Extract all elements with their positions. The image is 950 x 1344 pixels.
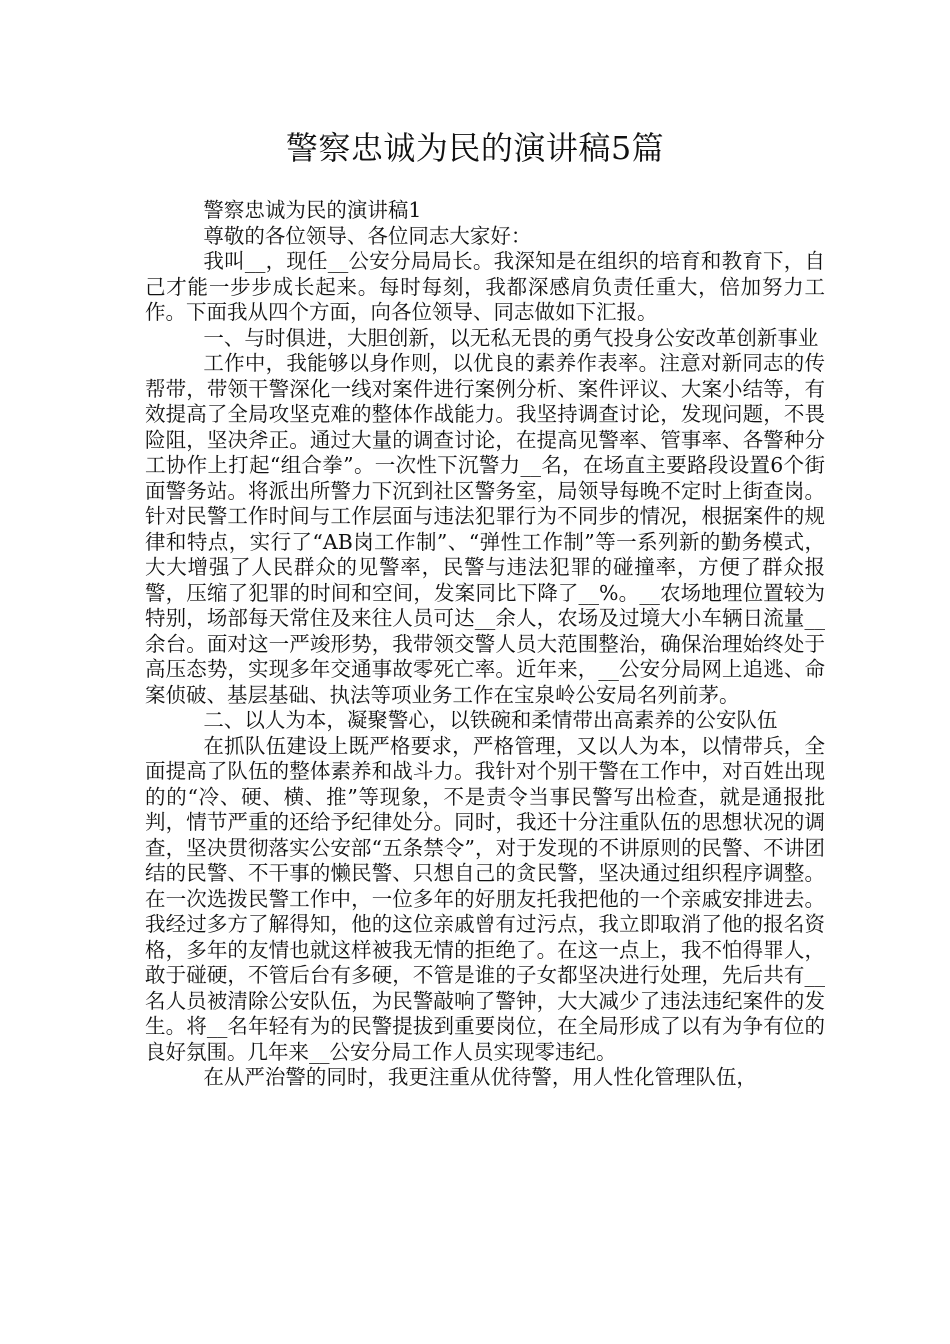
paragraph-section-2-continued: 在从严治警的同时，我更注重从优待警，用人性化管理队伍， bbox=[203, 1065, 757, 1089]
section-heading-2: 二、以人为本，凝聚警心，以铁碗和柔情带出高素养的公安队伍 bbox=[203, 708, 778, 732]
paragraph-subtitle: 警察忠诚为民的演讲稿1 bbox=[203, 198, 422, 222]
paragraph-section-2-body: 在抓队伍建设上既严格要求，严格管理，又以人为本，以情带兵，全面提高了队伍的整体素养和战斗力。我针对个别干警在工作中，对百姓出现的的“冷、硬、横、推”等现象，不是责令当事民警写出检查，就是通报批判，情节严重的还给予纪律处分。同时，我还十分注重队伍的思想状况的调查，坚决贯彻落实公安部“五条禁令”，对于发现的不讲原则的民警、不讲团结的民警、不干事的懒民警、只想自己的贪民警，坚决通过组织程序调整。在一次选拨民警工作中，一位多年的好朋友托我把他的一个亲戚安排进去。我经过多方了解得知，他的这位亲戚曾有过污点，我立即取消了他的报名资格，多年的友情也就这样被我无情的拒绝了。在这一点上，我不怕得罪人，敢于碰硬，不管后台有多硬，不管是谁的子女都坚决进行处理，先后共有__名人员被清除公安队伍，为民警敲响了警钟，大大减少了违法违纪案件的发生。将__名年轻有为的民警提拔到重要岗位，在全局形成了以有为争有位的良好氛围。几年来__公安分局工作人员实现零违纪。 bbox=[145, 733, 825, 1064]
paragraph-greeting: 尊敬的各位领导、各位同志大家好： bbox=[203, 223, 532, 248]
paragraph-intro: 我叫__，现任__公安分局局长。我深知是在组织的培育和教育下，自己才能一步步成长起来。每时每刻，我都深感肩负责任重大，倍加努力工作。下面我从四个方面，向各位领导、同志做如下汇报。 bbox=[145, 249, 825, 324]
paragraph-section-1-body: 工作中，我能够以身作则，以优良的素养作表率。注意对新同志的传帮带，带领干警深化一线对案件进行案例分析、案件评议、大案小结等，有效提高了全局攻坚克难的整体作战能力。我坚持调查讨论，发现问题，不畏险阻，坚决斧正。通过大量的调查讨论，在提高见警率、管事率、各警种分工协作上打起“组合拳”。一次性下沉警力__名，在场直主要路段设置6个街面警务站。将派出所警力下沉到社区警务室，局领导每晚不定时上街查岗。针对民警工作时间与工作层面与违法犯罪行为不同步的情况，根据案件的规律和特点，实行了“AB岗工作制”、“弹性工作制”等一系列新的勤务模式，大大增强了人民群众的见警率，民警与违法犯罪的碰撞率，方便了群众报警，压缩了犯罪的时间和空间，发案同比下降了__%。__农场地理位置较为特别，场部每天常住及来往人员可达__余人，农场及过境大小车辆日流量__余台。面对这一严竣形势，我带领交警人员大范围整治，确保治理始终处于高压态势，实现多年交通事故零死亡率。近年来，__公安分局网上追逃、命案侦破、基层基础、执法等项业务工作在宝泉岭公安局名列前茅。 bbox=[145, 351, 825, 707]
document-body bbox=[145, 198, 825, 1091]
document-title: 警察忠诚为民的演讲稿5篇 bbox=[285, 129, 665, 167]
section-heading-1: 一、与时俱进，大胆创新，以无私无畏的勇气投身公安改革创新事业 bbox=[203, 325, 819, 350]
